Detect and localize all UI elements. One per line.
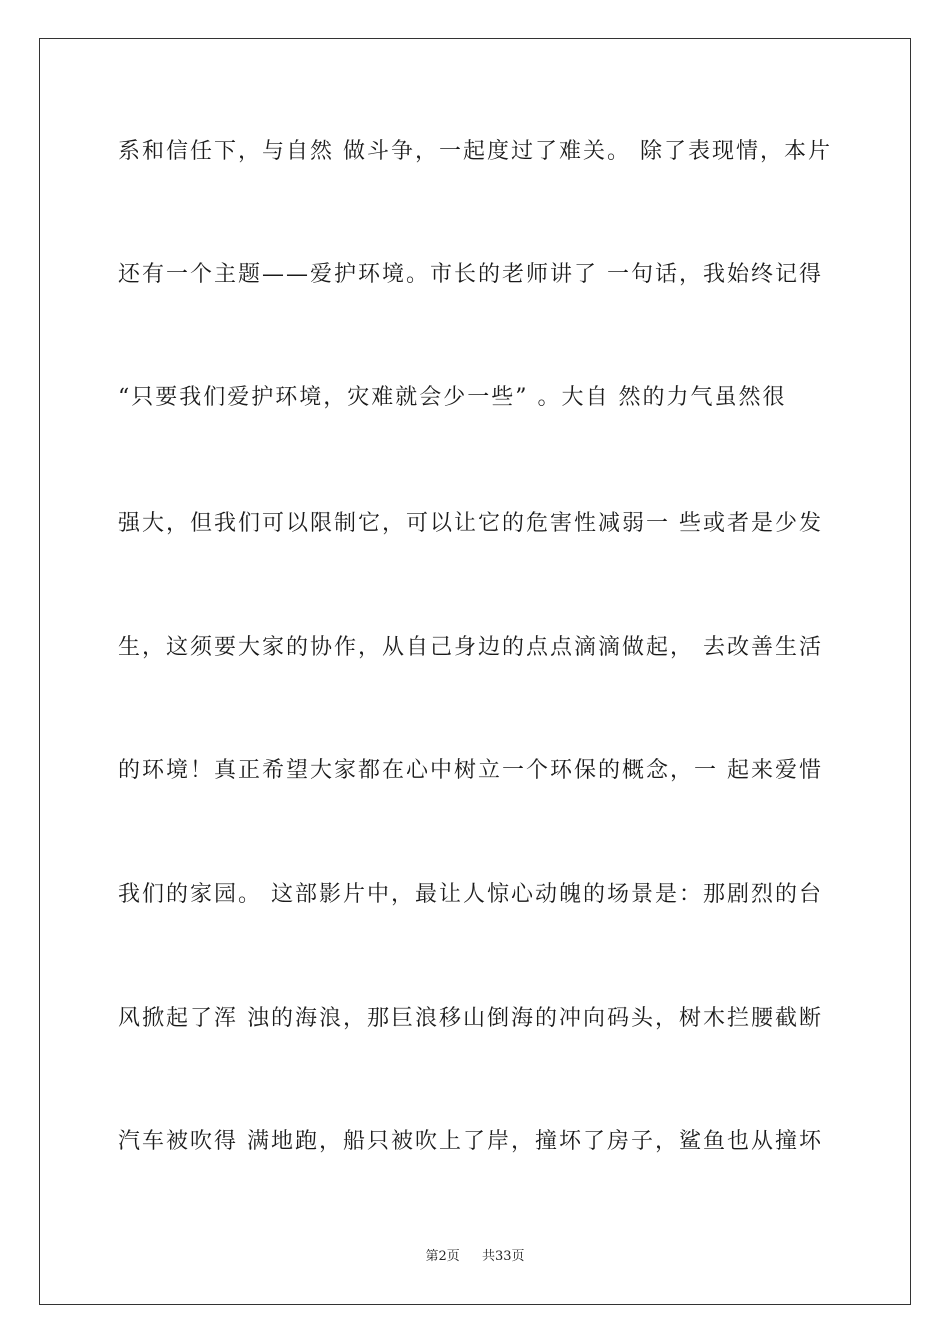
body-text-line-3: “只要我们爱护环境，灾难就会少一些” 。大自 然的力气虽然很 (118, 385, 787, 410)
body-text-line-5: 生，这须要大家的协作，从自己身边的点点滴滴做起， 去改善生活 (118, 635, 823, 660)
page-number: 第2页 (425, 1249, 460, 1264)
page-border (39, 38, 911, 1305)
body-text-line-6: 的环境！真正希望大家都在心中树立一个环保的概念，一 起来爱惜 (118, 758, 823, 783)
body-text-line-8: 风掀起了浑 浊的海浪，那巨浪移山倒海的冲向码头，树木拦腰截断 (118, 1006, 823, 1031)
body-text-line-4: 强大，但我们可以限制它，可以让它的危害性减弱一 些或者是少发 (118, 511, 823, 536)
body-text-line-2: 还有一个主题——爱护环境。市长的老师讲了 一句话，我始终记得 (118, 262, 823, 287)
page-footer (0, 1248, 950, 1266)
body-text-line-1: 系和信任下，与自然 做斗争，一起度过了难关。 除了表现情，本片 (118, 139, 832, 164)
body-text-line-9: 汽车被吹得 满地跑，船只被吹上了岸，撞坏了房子，鲨鱼也从撞坏 (118, 1129, 823, 1154)
body-text-line-7: 我们的家园。 这部影片中，最让人惊心动魄的场景是：那剧烈的台 (118, 882, 823, 907)
page-total: 共33页 (482, 1249, 525, 1264)
